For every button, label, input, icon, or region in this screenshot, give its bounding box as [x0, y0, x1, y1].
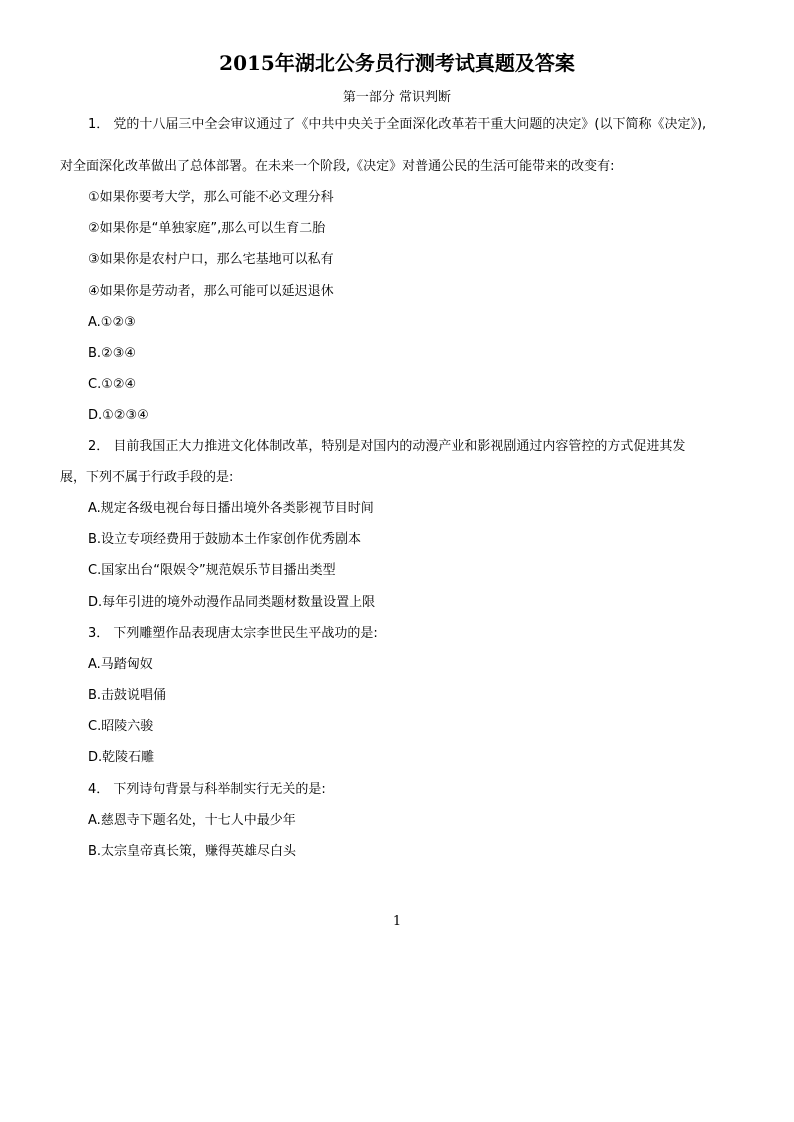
document-title: 2015年湖北公务员行测考试真题及答案 — [219, 51, 575, 75]
question-3-stem: 3． 下列雕塑作品表现唐太宗李世民生平战功的是: — [88, 626, 378, 641]
question-4-stem: 4． 下列诗句背景与科举制实行无关的是: — [88, 782, 326, 797]
question-1-stem-line-1: 1． 党的十八届三中全会审议通过了《中共中央关于全面深化改革若干重大问题的决定》(以下简称《决定》), — [88, 117, 707, 132]
question-3-option-a: A.马踏匈奴 — [88, 657, 153, 672]
question-2-option-a: A.规定各级电视台每日播出境外各类影视节目时间 — [88, 501, 374, 516]
question-4-option-b: B.太宗皇帝真长策，赚得英雄尽白头 — [88, 844, 297, 859]
question-1-statement-2: ②如果你是“单独家庭”,那么可以生育二胎 — [88, 221, 326, 236]
question-2-option-c: C.国家出台“限娱令”规范娱乐节目播出类型 — [88, 563, 336, 578]
question-1-stem-line-2: 对全面深化改革做出了总体部署。在未来一个阶段,《决定》对普通公民的生活可能带来的改变有: — [60, 159, 615, 174]
page-number: 1 — [392, 914, 402, 929]
question-2-option-d: D.每年引进的境外动漫作品同类题材数量设置上限 — [88, 595, 376, 610]
question-1-statement-4: ④如果你是劳动者，那么可能可以延迟退休 — [88, 284, 334, 299]
question-1-statement-3: ③如果你是农村户口，那么宅基地可以私有 — [88, 252, 334, 267]
question-1-option-b: B.②③④ — [88, 346, 137, 361]
question-4-option-a: A.慈恩寺下题名处，十七人中最少年 — [88, 813, 296, 828]
question-1-option-a: A.①②③ — [88, 315, 136, 330]
question-1-option-d: D.①②③④ — [88, 408, 149, 423]
question-3-option-b: B.击鼓说唱俑 — [88, 688, 167, 703]
question-3-option-c: C.昭陵六骏 — [88, 719, 154, 734]
question-2-stem-line-1: 2． 目前我国正大力推进文化体制改革，特别是对国内的动漫产业和影视剧通过内容管控的方式促进其发 — [88, 439, 686, 454]
question-2-option-b: B.设立专项经费用于鼓励本土作家创作优秀剧本 — [88, 532, 362, 547]
question-1-option-c: C.①②④ — [88, 377, 137, 392]
question-3-option-d: D.乾陵石雕 — [88, 750, 155, 765]
section-heading: 第一部分 常识判断 — [342, 90, 452, 105]
question-1-statement-1: ①如果你要考大学，那么可能不必文理分科 — [88, 190, 334, 205]
question-2-stem-line-2: 展，下列不属于行政手段的是: — [60, 470, 234, 485]
